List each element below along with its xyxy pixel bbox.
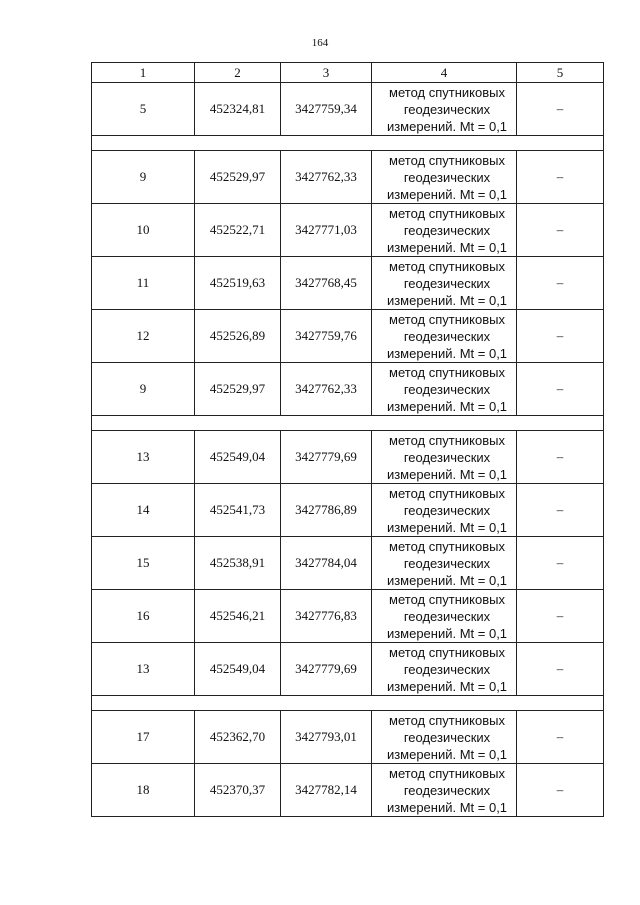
- point-number-cell: 5: [92, 83, 195, 136]
- method-line: метод спутниковых: [389, 538, 505, 554]
- method-line: измерений. Mt = 0,1: [386, 345, 508, 361]
- point-number-cell: 12: [92, 310, 195, 363]
- table-separator-row: [92, 136, 604, 151]
- header-col-1: 1: [92, 63, 195, 83]
- separator-cell: [92, 696, 604, 711]
- x-coordinate-cell: 452519,63: [195, 257, 281, 310]
- method-line: измерений. Mt = 0,1: [386, 678, 508, 694]
- header-col-5: 5: [517, 63, 604, 83]
- table-row: [92, 764, 604, 817]
- point-number-cell: 15: [92, 537, 195, 590]
- x-coordinate-cell: 452362,70: [195, 711, 281, 764]
- method-line: измерений. Mt = 0,1: [386, 799, 508, 815]
- method-cell: [372, 151, 517, 204]
- method-line: геодезических: [403, 449, 491, 465]
- point-number-cell: 18: [92, 764, 195, 817]
- y-coordinate-cell: 3427759,76: [281, 310, 372, 363]
- method-line: метод спутниковых: [389, 152, 505, 168]
- method-line: метод спутниковых: [389, 644, 505, 660]
- header-col-3: 3: [281, 63, 372, 83]
- method-line: измерений. Mt = 0,1: [386, 572, 508, 588]
- separator-cell: [92, 416, 604, 431]
- method-line: геодезических: [403, 381, 491, 397]
- x-coordinate-cell: 452549,04: [195, 431, 281, 484]
- y-coordinate-cell: 3427786,89: [281, 484, 372, 537]
- page-number: 164: [311, 37, 329, 49]
- method-line: метод спутниковых: [389, 485, 505, 501]
- x-coordinate-cell: 452526,89: [195, 310, 281, 363]
- method-line: измерений. Mt = 0,1: [386, 239, 508, 255]
- y-coordinate-cell: 3427759,34: [281, 83, 372, 136]
- x-coordinate-cell: 452529,97: [195, 363, 281, 416]
- separator-cell: [92, 136, 604, 151]
- method-line: измерений. Mt = 0,1: [386, 186, 508, 202]
- method-line: метод спутниковых: [389, 432, 505, 448]
- method-line: геодезических: [403, 275, 491, 291]
- table-row: [92, 310, 604, 363]
- table-row: [92, 83, 604, 136]
- table-header-row: [92, 63, 604, 83]
- method-line: метод спутниковых: [389, 765, 505, 781]
- method-cell: [372, 764, 517, 817]
- dash-cell: –: [517, 431, 604, 484]
- method-cell: [372, 363, 517, 416]
- table-separator-row: [92, 416, 604, 431]
- table-row: [92, 204, 604, 257]
- y-coordinate-cell: 3427784,04: [281, 537, 372, 590]
- method-line: метод спутниковых: [389, 364, 505, 380]
- y-coordinate-cell: 3427771,03: [281, 204, 372, 257]
- table-row: [92, 643, 604, 696]
- dash-cell: –: [517, 257, 604, 310]
- method-cell: [372, 431, 517, 484]
- y-coordinate-cell: 3427793,01: [281, 711, 372, 764]
- table-separator-row: [92, 696, 604, 711]
- point-number-cell: 14: [92, 484, 195, 537]
- method-line: геодезических: [403, 169, 491, 185]
- y-coordinate-cell: 3427768,45: [281, 257, 372, 310]
- table-row: [92, 537, 604, 590]
- method-line: измерений. Mt = 0,1: [386, 466, 508, 482]
- table-row: [92, 711, 604, 764]
- point-number-cell: 9: [92, 151, 195, 204]
- dash-cell: –: [517, 310, 604, 363]
- point-number-cell: 13: [92, 643, 195, 696]
- header-col-2: 2: [195, 63, 281, 83]
- method-cell: [372, 484, 517, 537]
- method-cell: [372, 711, 517, 764]
- method-line: геодезических: [403, 328, 491, 344]
- point-number-cell: 13: [92, 431, 195, 484]
- method-line: измерений. Mt = 0,1: [386, 746, 508, 762]
- table-row: [92, 431, 604, 484]
- method-line: геодезических: [403, 782, 491, 798]
- method-line: измерений. Mt = 0,1: [386, 292, 508, 308]
- method-line: метод спутниковых: [389, 205, 505, 221]
- method-cell: [372, 590, 517, 643]
- method-line: геодезических: [403, 729, 491, 745]
- method-line: измерений. Mt = 0,1: [386, 519, 508, 535]
- dash-cell: –: [517, 764, 604, 817]
- method-line: геодезических: [403, 222, 491, 238]
- table-row: [92, 484, 604, 537]
- method-line: геодезических: [403, 101, 491, 117]
- y-coordinate-cell: 3427776,83: [281, 590, 372, 643]
- point-number-cell: 17: [92, 711, 195, 764]
- x-coordinate-cell: 452549,04: [195, 643, 281, 696]
- y-coordinate-cell: 3427779,69: [281, 643, 372, 696]
- method-line: метод спутниковых: [389, 712, 505, 728]
- method-line: метод спутниковых: [389, 84, 505, 100]
- method-cell: [372, 83, 517, 136]
- method-line: метод спутниковых: [389, 258, 505, 274]
- x-coordinate-cell: 452324,81: [195, 83, 281, 136]
- x-coordinate-cell: 452522,71: [195, 204, 281, 257]
- dash-cell: –: [517, 711, 604, 764]
- point-number-cell: 11: [92, 257, 195, 310]
- method-cell: [372, 204, 517, 257]
- dash-cell: –: [517, 590, 604, 643]
- dash-cell: –: [517, 484, 604, 537]
- method-cell: [372, 537, 517, 590]
- y-coordinate-cell: 3427762,33: [281, 363, 372, 416]
- table-body: [92, 63, 604, 817]
- table-row: [92, 363, 604, 416]
- method-cell: [372, 643, 517, 696]
- dash-cell: –: [517, 643, 604, 696]
- method-line: метод спутниковых: [389, 311, 505, 327]
- method-line: геодезических: [403, 502, 491, 518]
- y-coordinate-cell: 3427782,14: [281, 764, 372, 817]
- table-row: [92, 257, 604, 310]
- method-cell: [372, 310, 517, 363]
- coordinates-table: [91, 62, 604, 817]
- point-number-cell: 9: [92, 363, 195, 416]
- method-line: геодезических: [403, 661, 491, 677]
- dash-cell: –: [517, 151, 604, 204]
- method-line: метод спутниковых: [389, 591, 505, 607]
- table-row: [92, 590, 604, 643]
- x-coordinate-cell: 452546,21: [195, 590, 281, 643]
- y-coordinate-cell: 3427779,69: [281, 431, 372, 484]
- dash-cell: –: [517, 537, 604, 590]
- dash-cell: –: [517, 204, 604, 257]
- method-line: измерений. Mt = 0,1: [386, 625, 508, 641]
- point-number-cell: 10: [92, 204, 195, 257]
- x-coordinate-cell: 452541,73: [195, 484, 281, 537]
- method-line: геодезических: [403, 608, 491, 624]
- method-line: измерений. Mt = 0,1: [386, 118, 508, 134]
- dash-cell: –: [517, 363, 604, 416]
- method-line: геодезических: [403, 555, 491, 571]
- y-coordinate-cell: 3427762,33: [281, 151, 372, 204]
- x-coordinate-cell: 452370,37: [195, 764, 281, 817]
- point-number-cell: 16: [92, 590, 195, 643]
- method-line: измерений. Mt = 0,1: [386, 398, 508, 414]
- dash-cell: –: [517, 83, 604, 136]
- header-col-4: 4: [372, 63, 517, 83]
- x-coordinate-cell: 452529,97: [195, 151, 281, 204]
- method-cell: [372, 257, 517, 310]
- x-coordinate-cell: 452538,91: [195, 537, 281, 590]
- table-row: [92, 151, 604, 204]
